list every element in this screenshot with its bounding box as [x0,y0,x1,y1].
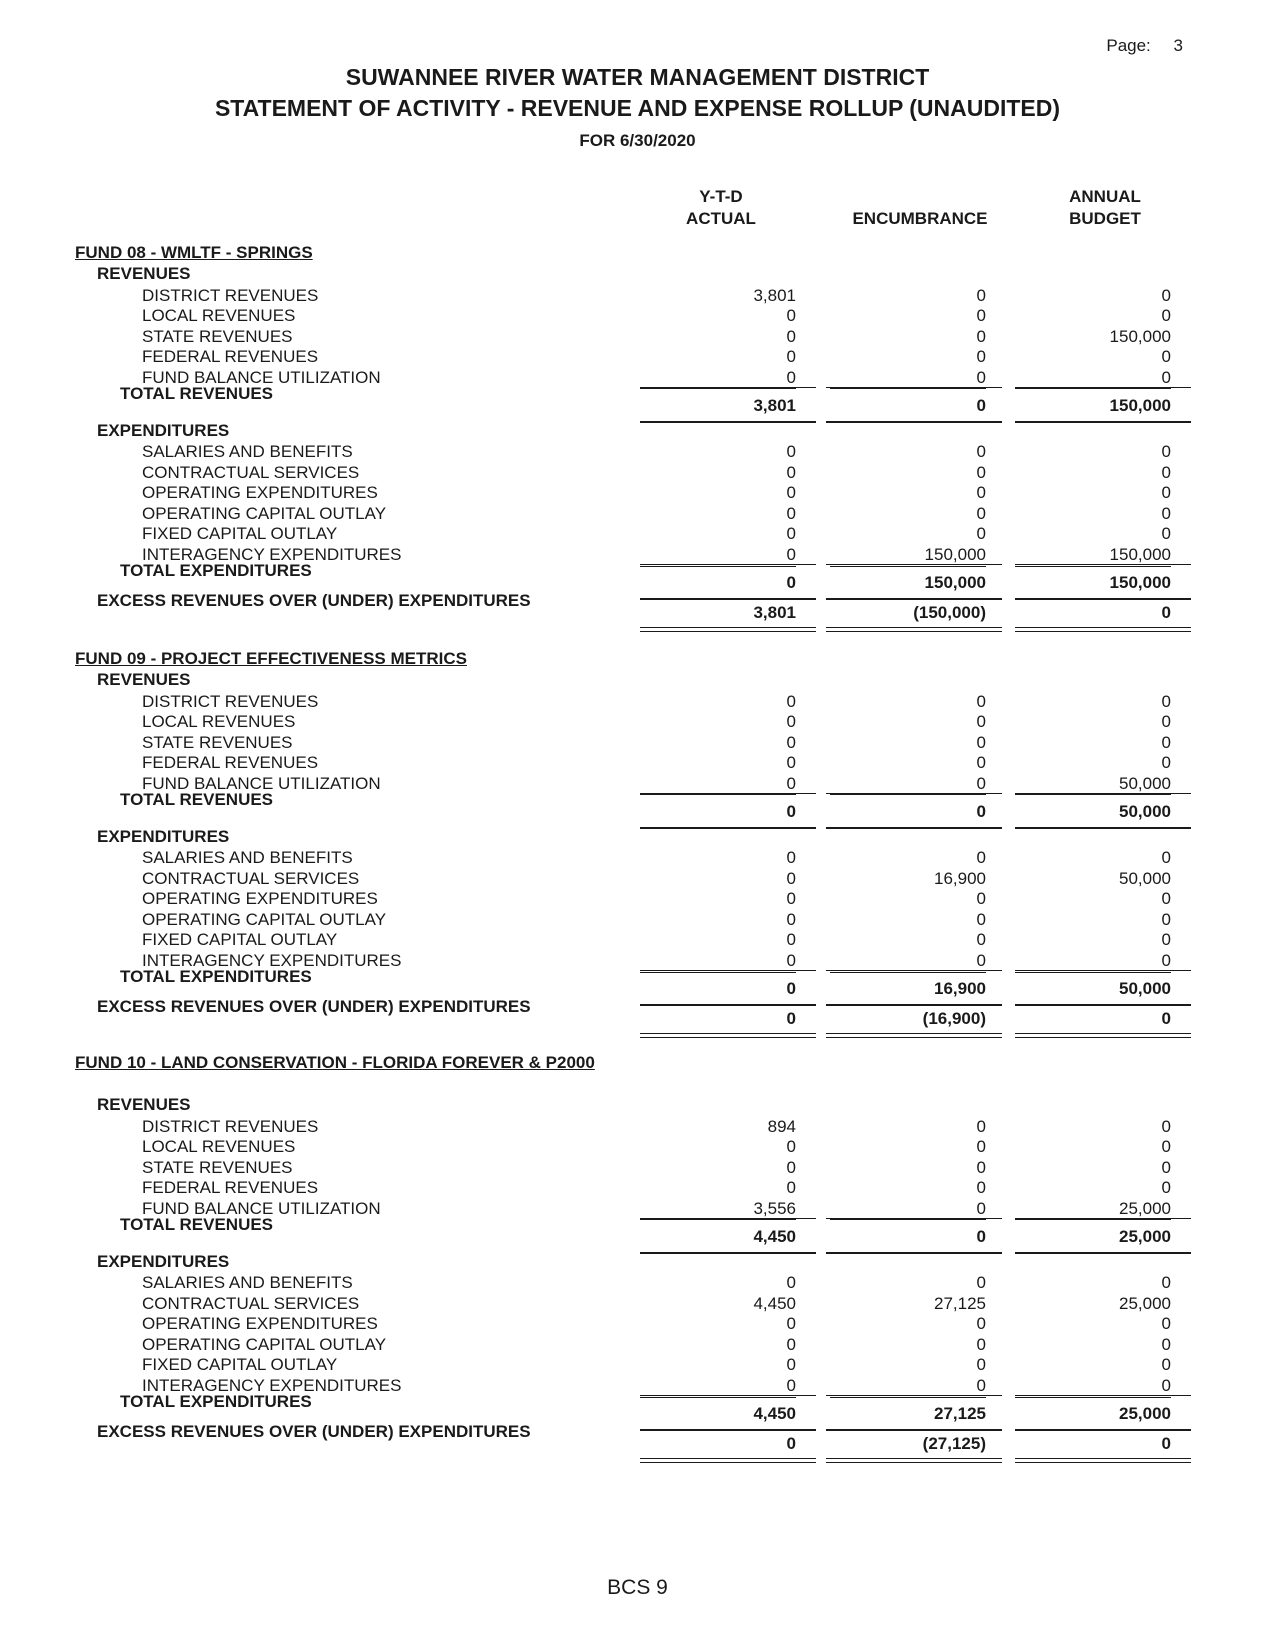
annual-budget-value: 0 [1161,691,1171,711]
ytd-actual-value: 0 [786,326,796,346]
encumbrance-value: 0 [976,909,986,929]
annual-budget-value: 0 [1161,1157,1171,1177]
table-row [0,888,1275,910]
ytd-actual-value: 0 [640,773,796,796]
ytd-actual-value: 3,801 [753,285,796,305]
annual-budget-value: 0 [1161,483,1171,503]
encumbrance-value: 0 [976,1178,986,1198]
row-label: STATE REVENUES [142,1157,293,1177]
table-row [0,305,1275,327]
encumbrance-value: 0 [976,503,986,523]
table-row [0,847,1275,869]
total-label: TOTAL REVENUES [120,1214,274,1234]
table-row [0,1354,1275,1376]
table-row [0,326,1275,348]
total-rule [826,827,1002,829]
fund-title: FUND 09 - PROJECT EFFECTIVENESS METRICS [75,649,467,668]
table-row [0,1177,1275,1199]
row-label: FUND BALANCE UTILIZATION [142,367,381,387]
excess-revenues-row [0,590,1275,629]
ytd-actual-value: 0 [786,306,796,326]
annual-budget-value: 0 [1161,909,1171,929]
row-label: INTERAGENCY EXPENDITURES [142,545,402,564]
annual-budget-value: 0 [1161,442,1171,461]
ytd-actual-total: 4,450 [753,1226,796,1246]
encumbrance-value: 16,900 [934,868,986,888]
row-label: STATE REVENUES [142,732,293,752]
table-row [0,1272,1275,1294]
double-rule [640,1458,816,1463]
annual-budget-value: 0 [1161,753,1171,773]
page-number [1106,36,1183,56]
ytd-actual-value: 0 [786,442,796,461]
row-label: OPERATING EXPENDITURES [142,1314,378,1334]
ytd-actual-value: 0 [786,1157,796,1177]
encumbrance-value: 0 [976,732,986,752]
total-rule [1015,827,1191,829]
ytd-actual-value: 0 [640,950,796,973]
encumbrance-value: 0 [976,306,986,326]
row-label: DISTRICT REVENUES [142,691,319,711]
encumbrance-total: (150,000) [913,602,986,622]
page-footer: BCS 9 [607,1576,668,1599]
revenues-heading: REVENUES [97,670,191,689]
report-subtitle: STATEMENT OF ACTIVITY - REVENUE AND EXPENSE ROLLUP (UNAUDITED) [214,95,1061,121]
encumbrance-value: 150,000 [830,544,986,567]
row-label: DISTRICT REVENUES [142,1116,319,1136]
annual-budget-value: 0 [1161,1116,1171,1136]
annual-budget-value: 0 [1015,367,1171,390]
total-revenues-row [0,383,1275,422]
row-label: CONTRACTUAL SERVICES [142,462,360,482]
row-label: OPERATING CAPITAL OUTLAY [142,1334,387,1354]
annual-budget-value: 150,000 [1109,326,1171,346]
annual-budget-value: 0 [1161,462,1171,482]
total-label: EXCESS REVENUES OVER (UNDER) EXPENDITURES [97,590,531,610]
total-rule [640,827,816,829]
table-row [0,346,1275,368]
row-label: OPERATING EXPENDITURES [142,483,378,503]
annual-budget-total: 0 [1161,1433,1171,1453]
ytd-actual-value: 0 [786,503,796,523]
ytd-actual-total: 0 [786,1433,796,1453]
double-rule [826,1033,1002,1038]
encumbrance-value: 0 [976,753,986,773]
total-label: TOTAL EXPENDITURES [120,560,312,580]
row-label: DISTRICT REVENUES [142,285,319,305]
annual-budget-value: 0 [1161,712,1171,732]
annual-budget-total: 0 [1161,1008,1171,1028]
encumbrance-value: 0 [976,442,986,461]
encumbrance-value: 0 [976,285,986,305]
row-label: FIXED CAPITAL OUTLAY [142,1355,338,1375]
total-label: TOTAL REVENUES [120,383,274,403]
row-label: FIXED CAPITAL OUTLAY [142,930,338,950]
annual-budget-value: 0 [1161,1178,1171,1198]
encumbrance-value: 0 [976,1157,986,1177]
encumbrance-total: 0 [976,1226,986,1246]
encumbrance-total: 150,000 [924,572,986,592]
double-rule [1015,1458,1191,1463]
ytd-actual-value: 0 [786,889,796,909]
table-row [0,909,1275,931]
column-header-budget-line2: BUDGET [1069,209,1141,228]
ytd-actual-total: 4,450 [753,1403,796,1423]
encumbrance-value: 0 [976,1116,986,1136]
row-label: OPERATING EXPENDITURES [142,889,378,909]
annual-budget-value: 25,000 [1015,1198,1171,1221]
row-label: INTERAGENCY EXPENDITURES [142,951,402,970]
encumbrance-total: 0 [976,801,986,821]
table-row [0,711,1275,733]
row-label: CONTRACTUAL SERVICES [142,868,360,888]
page-number-value: 3 [1173,36,1183,55]
row-label: INTERAGENCY EXPENDITURES [142,1376,402,1395]
total-label: EXCESS REVENUES OVER (UNDER) EXPENDITURES [97,1421,531,1441]
encumbrance-value: 0 [976,712,986,732]
encumbrance-value: 0 [976,930,986,950]
column-header-ytd-line2: ACTUAL [686,209,756,228]
fund-title: FUND 10 - LAND CONSERVATION - FLORIDA FOREVER & P2000 [75,1053,595,1072]
ytd-actual-value: 0 [786,1273,796,1292]
total-revenues-row [0,789,1275,828]
annual-budget-value: 0 [1161,1137,1171,1157]
row-label: OPERATING CAPITAL OUTLAY [142,909,387,929]
annual-budget-value: 0 [1161,1355,1171,1375]
total-rule [826,421,1002,423]
table-row [0,462,1275,484]
encumbrance-value: 0 [976,1334,986,1354]
total-rule [1015,421,1191,423]
ytd-actual-value: 0 [786,712,796,732]
double-rule [640,627,816,632]
encumbrance-value: 0 [976,524,986,544]
encumbrance-value: 0 [976,1273,986,1292]
annual-budget-value: 0 [1161,1334,1171,1354]
double-rule [640,1033,816,1038]
annual-budget-value: 0 [1161,524,1171,544]
row-label: STATE REVENUES [142,326,293,346]
ytd-actual-total: 3,801 [753,395,796,415]
encumbrance-value: 0 [976,889,986,909]
encumbrance-value: 27,125 [934,1293,986,1313]
annual-budget-value: 0 [1161,732,1171,752]
double-rule [826,627,1002,632]
ytd-actual-total: 3,801 [753,602,796,622]
table-row [0,1293,1275,1315]
annual-budget-total: 0 [1161,602,1171,622]
total-label: TOTAL REVENUES [120,789,274,809]
row-label: SALARIES AND BENEFITS [142,1273,353,1292]
ytd-actual-value: 0 [786,1178,796,1198]
ytd-actual-value: 0 [786,524,796,544]
annual-budget-total: 25,000 [1119,1403,1171,1423]
ytd-actual-value: 0 [786,732,796,752]
ytd-actual-value: 894 [767,1116,796,1136]
table-row [0,1313,1275,1335]
row-label: FEDERAL REVENUES [142,347,319,367]
total-label: EXCESS REVENUES OVER (UNDER) EXPENDITURES [97,996,531,1016]
row-label: FUND BALANCE UTILIZATION [142,773,381,793]
ytd-actual-value: 0 [786,347,796,367]
double-rule [1015,1033,1191,1038]
column-header-ytd-actual [646,186,796,230]
table-row [0,752,1275,774]
table-row [0,482,1275,504]
ytd-actual-value: 0 [786,1314,796,1334]
annual-budget-value: 0 [1161,1314,1171,1334]
ytd-actual-value: 0 [640,544,796,567]
report-header [0,62,1275,156]
double-rule [826,1458,1002,1463]
total-rule [640,421,816,423]
annual-budget-value: 0 [1161,930,1171,950]
ytd-actual-total: 0 [786,1008,796,1028]
encumbrance-value: 0 [976,326,986,346]
total-rule [640,1252,816,1254]
encumbrance-value: 0 [830,773,986,796]
expenditures-heading: EXPENDITURES [97,420,230,440]
row-label: LOCAL REVENUES [142,1137,296,1157]
encumbrance-value: 0 [976,1137,986,1157]
revenues-heading: REVENUES [97,264,191,283]
table-row [0,1334,1275,1356]
ytd-actual-value: 0 [786,1355,796,1375]
ytd-actual-value: 0 [786,930,796,950]
page-number-label: Page: [1106,36,1151,55]
annual-budget-value: 0 [1161,1273,1171,1292]
annual-budget-value: 0 [1015,950,1171,973]
encumbrance-value: 0 [976,483,986,503]
table-row [0,441,1275,463]
total-rule [826,1252,1002,1254]
row-label: FUND BALANCE UTILIZATION [142,1198,381,1218]
encumbrance-value: 0 [976,848,986,867]
encumbrance-value: 0 [976,1355,986,1375]
annual-budget-value: 0 [1161,503,1171,523]
table-row [0,285,1275,307]
expenditures-heading: EXPENDITURES [97,826,230,846]
ytd-actual-value: 0 [786,462,796,482]
table-row [0,1136,1275,1158]
table-row [0,732,1275,754]
row-label: LOCAL REVENUES [142,306,296,326]
row-label: SALARIES AND BENEFITS [142,442,353,461]
annual-budget-value: 0 [1161,306,1171,326]
row-label: SALARIES AND BENEFITS [142,848,353,867]
table-row [0,691,1275,713]
ytd-actual-value: 3,556 [640,1198,796,1221]
ytd-actual-value: 0 [786,909,796,929]
encumbrance-value: 0 [976,1314,986,1334]
ytd-actual-total: 0 [786,572,796,592]
encumbrance-total: 0 [976,395,986,415]
ytd-actual-value: 0 [786,753,796,773]
annual-budget-value: 0 [1015,1375,1171,1398]
table-row [0,503,1275,525]
ytd-actual-value: 0 [786,691,796,711]
total-label: TOTAL EXPENDITURES [120,1391,312,1411]
row-label: LOCAL REVENUES [142,712,296,732]
row-label: OPERATING CAPITAL OUTLAY [142,503,387,523]
report-title: SUWANNEE RIVER WATER MANAGEMENT DISTRICT [345,64,930,90]
ytd-actual-value: 0 [786,1137,796,1157]
annual-budget-value: 0 [1161,889,1171,909]
table-row [0,1157,1275,1179]
table-row [0,523,1275,545]
annual-budget-total: 25,000 [1119,1226,1171,1246]
double-rule [1015,627,1191,632]
annual-budget-value: 25,000 [1119,1293,1171,1313]
fund-title: FUND 08 - WMLTF - SPRINGS [75,243,313,262]
ytd-actual-total: 0 [786,978,796,998]
row-label: CONTRACTUAL SERVICES [142,1293,360,1313]
ytd-actual-value: 0 [786,483,796,503]
revenues-heading: REVENUES [97,1095,191,1114]
encumbrance-total: (27,125) [922,1433,986,1453]
column-header-budget-line1: ANNUAL [1069,187,1141,206]
annual-budget-total: 50,000 [1119,978,1171,998]
ytd-actual-value: 4,450 [753,1293,796,1313]
column-header-annual-budget [1030,186,1180,230]
encumbrance-total: 27,125 [934,1403,986,1423]
table-row [0,929,1275,951]
ytd-actual-value: 0 [640,367,796,390]
expenditures-heading: EXPENDITURES [97,1251,230,1271]
row-label: FIXED CAPITAL OUTLAY [142,524,338,544]
annual-budget-value: 0 [1161,285,1171,305]
annual-budget-total: 150,000 [1109,395,1171,415]
table-row [0,1116,1275,1138]
encumbrance-value: 0 [830,1198,986,1221]
total-label: TOTAL EXPENDITURES [120,966,312,986]
encumbrance-value: 0 [976,691,986,711]
encumbrance-total: (16,900) [922,1008,986,1028]
excess-revenues-row [0,996,1275,1035]
ytd-actual-value: 0 [786,868,796,888]
ytd-actual-value: 0 [640,1375,796,1398]
annual-budget-value: 0 [1161,848,1171,867]
ytd-actual-value: 0 [786,1334,796,1354]
annual-budget-total: 150,000 [1109,572,1171,592]
column-header-encumbrance: ENCUMBRANCE [852,209,988,228]
annual-budget-value: 50,000 [1119,868,1171,888]
column-header-ytd-line1: Y-T-D [699,187,743,206]
report-date: FOR 6/30/2020 [579,131,696,150]
encumbrance-value: 0 [976,347,986,367]
row-label: FEDERAL REVENUES [142,753,319,773]
encumbrance-value: 0 [830,1375,986,1398]
total-rule [1015,1252,1191,1254]
excess-revenues-row [0,1421,1275,1460]
ytd-actual-value: 0 [786,848,796,867]
annual-budget-total: 50,000 [1119,801,1171,821]
annual-budget-value: 150,000 [1015,544,1171,567]
encumbrance-total: 16,900 [934,978,986,998]
total-revenues-row [0,1214,1275,1253]
row-label: FEDERAL REVENUES [142,1178,319,1198]
table-row [0,868,1275,890]
encumbrance-value: 0 [830,950,986,973]
annual-budget-value: 0 [1161,347,1171,367]
encumbrance-value: 0 [976,462,986,482]
ytd-actual-total: 0 [786,801,796,821]
encumbrance-value: 0 [830,367,986,390]
annual-budget-value: 50,000 [1015,773,1171,796]
